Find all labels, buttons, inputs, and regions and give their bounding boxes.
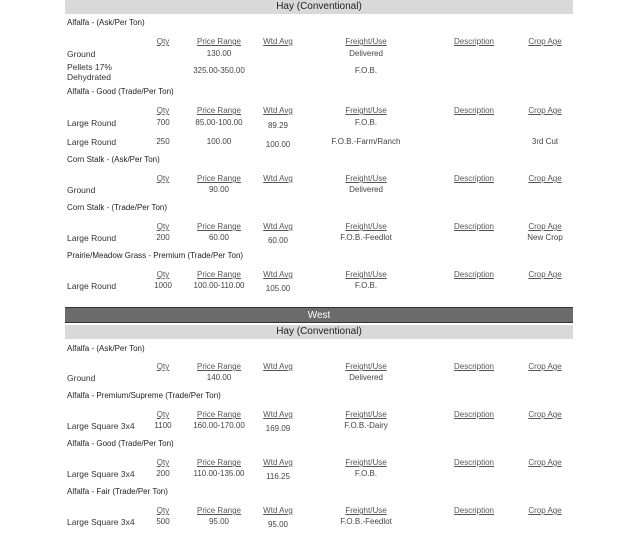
column-header-freight-use: Freight/Use	[345, 174, 387, 183]
column-header-crop-age: Crop Age	[528, 362, 562, 371]
column-header-description: Description	[453, 37, 495, 46]
column-header-qty: Qty	[156, 458, 170, 467]
column-header-wtd-avg: Wtd Avg	[263, 106, 293, 115]
column-header-freight-use: Freight/Use	[345, 506, 387, 515]
group-title: Alfalfa - Good (Trade/Per Ton)	[67, 439, 174, 448]
row-wtd: 105.00	[265, 284, 291, 293]
column-header-description: Description	[453, 362, 495, 371]
column-header-price-range: Price Range	[196, 222, 242, 231]
row-qty: 200	[156, 233, 170, 242]
column-header-qty: Qty	[156, 410, 170, 419]
row-price: 140.00	[206, 373, 232, 382]
column-header-wtd-avg: Wtd Avg	[263, 270, 293, 279]
column-header-wtd-avg: Wtd Avg	[263, 410, 293, 419]
row-qty: 200	[156, 469, 170, 478]
row-product-name: Large Round	[67, 233, 117, 243]
row-price: 160.00-170.00	[193, 421, 245, 430]
column-header-freight-use: Freight/Use	[345, 270, 387, 279]
column-header-qty: Qty	[156, 174, 170, 183]
column-header-qty: Qty	[156, 506, 170, 515]
group-title: Alfalfa - Good (Trade/Per Ton)	[67, 87, 174, 96]
column-header-qty: Qty	[156, 222, 170, 231]
row-product-name: Large Round	[67, 137, 117, 147]
group-title: Corn Stalk - (Trade/Per Ton)	[67, 203, 168, 212]
row-qty: 250	[156, 137, 170, 146]
column-header-crop-age: Crop Age	[528, 458, 562, 467]
row-freight: F.O.B.	[354, 118, 378, 127]
row-price: 325.00-350.00	[193, 66, 245, 75]
column-header-price-range: Price Range	[196, 270, 242, 279]
column-header-crop-age: Crop Age	[528, 506, 562, 515]
row-price: 100.00-110.00	[193, 281, 245, 290]
hay-conventional-band: Hay (Conventional)	[65, 0, 573, 14]
column-header-wtd-avg: Wtd Avg	[263, 37, 293, 46]
column-header-price-range: Price Range	[196, 362, 242, 371]
column-header-price-range: Price Range	[196, 458, 242, 467]
column-header-qty: Qty	[156, 270, 170, 279]
group-title: Alfalfa - (Ask/Per Ton)	[67, 344, 145, 353]
column-header-crop-age: Crop Age	[528, 410, 562, 419]
column-header-description: Description	[453, 174, 495, 183]
west-region-band: West	[65, 307, 573, 323]
row-price: 85.00-100.00	[195, 118, 243, 127]
row-product-name: Ground	[67, 49, 96, 59]
group-title: Alfalfa - Premium/Supreme (Trade/Per Ton)	[67, 391, 221, 400]
column-header-freight-use: Freight/Use	[345, 362, 387, 371]
column-header-freight-use: Freight/Use	[345, 410, 387, 419]
row-qty: 500	[156, 517, 170, 526]
row-product-name: Large Square 3x4	[67, 517, 135, 527]
group-title: Alfalfa - (Ask/Per Ton)	[67, 18, 145, 27]
row-freight: F.O.B.	[354, 66, 378, 75]
column-header-crop-age: Crop Age	[528, 270, 562, 279]
row-price: 95.00	[208, 517, 230, 526]
column-header-wtd-avg: Wtd Avg	[263, 506, 293, 515]
row-freight: Delivered	[349, 373, 383, 382]
row-crop: New Crop	[527, 233, 563, 242]
column-header-description: Description	[453, 506, 495, 515]
row-price: 110.00-135.00	[193, 469, 245, 478]
column-header-qty: Qty	[156, 37, 170, 46]
column-header-wtd-avg: Wtd Avg	[263, 362, 293, 371]
row-freight: Delivered	[349, 49, 383, 58]
column-header-qty: Qty	[156, 362, 170, 371]
row-freight: F.O.B.-Farm/Ranch	[331, 137, 401, 146]
row-product-name: Large Round	[67, 118, 117, 128]
row-product-name: Large Square 3x4	[67, 421, 135, 431]
column-header-wtd-avg: Wtd Avg	[263, 174, 293, 183]
column-header-freight-use: Freight/Use	[345, 37, 387, 46]
row-wtd: 116.25	[266, 472, 290, 481]
column-header-price-range: Price Range	[196, 37, 242, 46]
column-header-wtd-avg: Wtd Avg	[263, 222, 293, 231]
group-title: Corn Stalk - (Ask/Per Ton)	[67, 155, 160, 164]
row-qty: 700	[156, 118, 170, 127]
row-wtd: 89.29	[267, 121, 289, 130]
column-header-qty: Qty	[156, 106, 170, 115]
column-header-crop-age: Crop Age	[528, 106, 562, 115]
column-header-description: Description	[453, 222, 495, 231]
row-crop: 3rd Cut	[531, 137, 559, 146]
row-wtd: 60.00	[267, 236, 289, 245]
column-header-freight-use: Freight/Use	[345, 106, 387, 115]
column-header-description: Description	[453, 410, 495, 419]
column-header-description: Description	[453, 458, 495, 467]
row-price: 130.00	[206, 49, 232, 58]
column-header-freight-use: Freight/Use	[345, 222, 387, 231]
row-product-name: Large Round	[67, 281, 117, 291]
row-freight: F.O.B.-Dairy	[344, 421, 388, 430]
column-header-description: Description	[453, 270, 495, 279]
row-price: 90.00	[208, 185, 230, 194]
row-product-name: Ground	[67, 373, 96, 383]
column-header-wtd-avg: Wtd Avg	[263, 458, 293, 467]
column-header-price-range: Price Range	[196, 174, 242, 183]
row-wtd: 169.09	[265, 424, 291, 433]
row-freight: F.O.B.	[354, 281, 378, 290]
row-product-name: Ground	[67, 185, 96, 195]
row-freight: F.O.B.-Feedlot	[340, 517, 392, 526]
hay-conventional-band-west: Hay (Conventional)	[65, 325, 573, 339]
row-qty: 1100	[154, 421, 172, 430]
row-wtd: 100.00	[265, 140, 291, 149]
row-freight: F.O.B.	[354, 469, 378, 478]
row-freight: Delivered	[349, 185, 383, 194]
group-title: Alfalfa - Fair (Trade/Per Ton)	[67, 487, 168, 496]
row-price: 60.00	[208, 233, 230, 242]
row-price: 100.00	[206, 137, 232, 146]
row-product-name: Pellets 17% Dehydrated	[67, 62, 112, 82]
column-header-description: Description	[453, 106, 495, 115]
column-header-crop-age: Crop Age	[528, 37, 562, 46]
row-wtd: 95.00	[267, 520, 289, 529]
column-header-price-range: Price Range	[196, 106, 242, 115]
row-qty: 1000	[154, 281, 172, 290]
column-header-price-range: Price Range	[196, 410, 242, 419]
row-freight: F.O.B.-Feedlot	[340, 233, 392, 242]
group-title: Prairie/Meadow Grass - Premium (Trade/Per Ton)	[67, 251, 244, 260]
row-product-name: Large Square 3x4	[67, 469, 135, 479]
column-header-crop-age: Crop Age	[528, 222, 562, 231]
column-header-freight-use: Freight/Use	[345, 458, 387, 467]
column-header-price-range: Price Range	[196, 506, 242, 515]
column-header-crop-age: Crop Age	[528, 174, 562, 183]
